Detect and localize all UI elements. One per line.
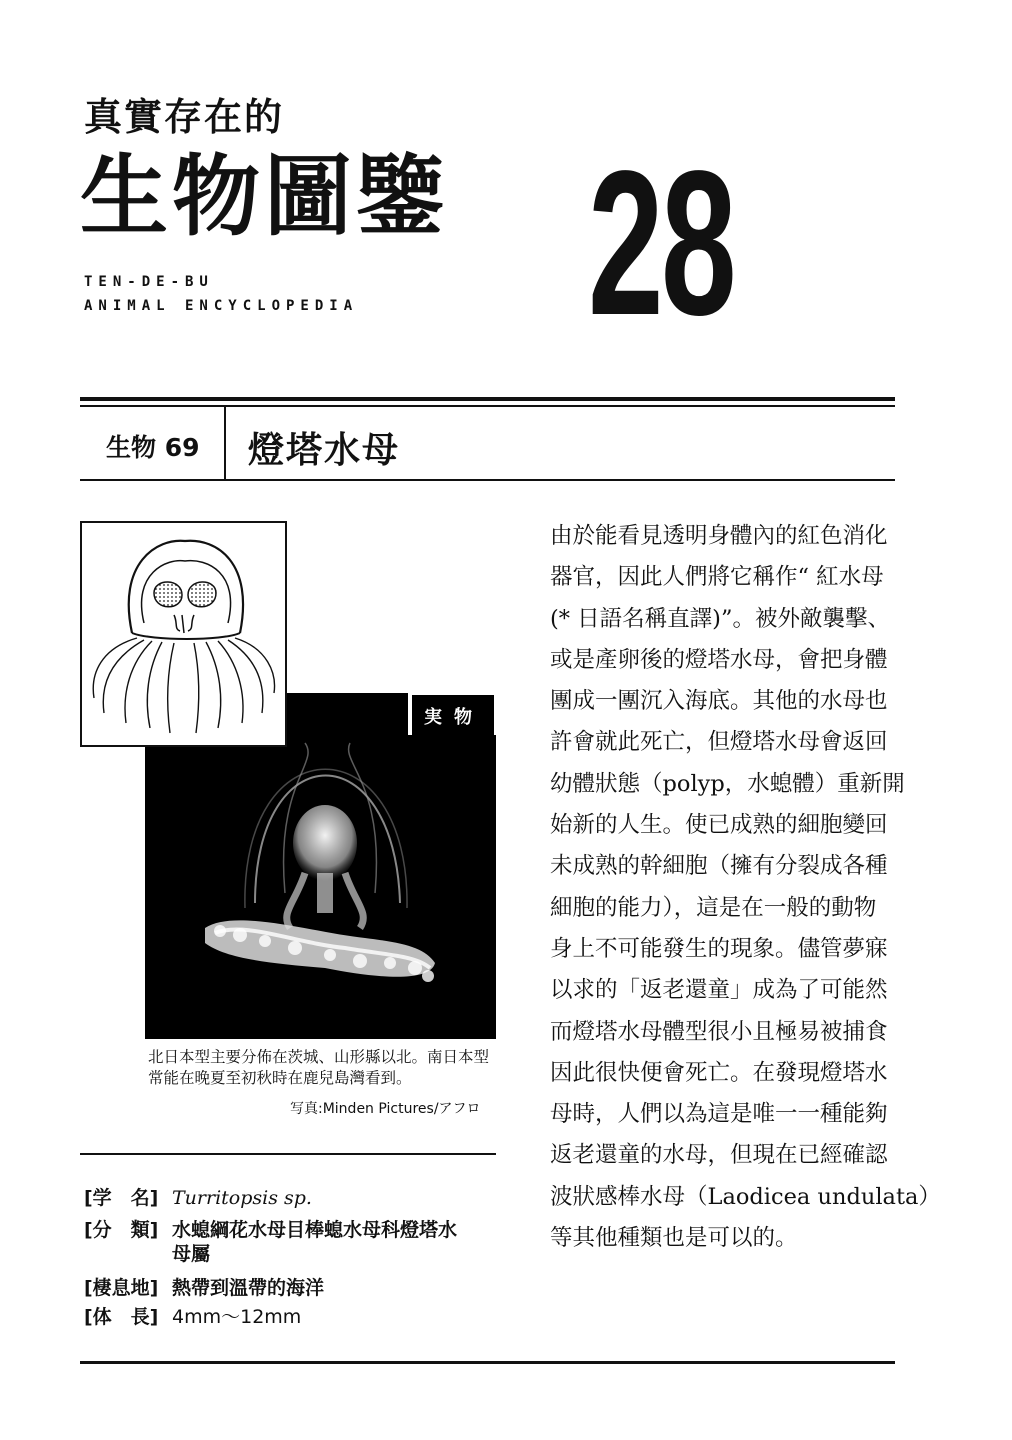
- info-value: 4mm～12mm: [172, 1306, 302, 1328]
- description-line: 而燈塔水母體型很小且極易被捕食: [550, 1018, 888, 1045]
- jellyfish-illustration: [80, 521, 287, 747]
- description-line: 身上不可能發生的現象。儘管夢寐: [550, 935, 888, 962]
- description-line: 細胞的能力），這是在一般的動物: [550, 894, 877, 921]
- description-line: 以求的「返老還童」成為了可能然: [550, 977, 888, 1004]
- description-line: 等其他種類也是可以的。: [550, 1225, 798, 1252]
- photo-credit: 写真:Minden Pictures/アフロ: [290, 1101, 481, 1117]
- photo-label-badge: [408, 693, 496, 735]
- header-rule-thick: [80, 397, 895, 401]
- description-line: 母時，人們以為這是唯一一種能夠: [550, 1101, 888, 1128]
- description-text: [550, 516, 941, 1259]
- description-line: 返老還童的水母，但現在已經確認: [550, 1142, 888, 1169]
- info-row-scientific-name: [84, 1186, 502, 1210]
- info-row-body-length: [84, 1305, 502, 1329]
- info-value: 熱帶到溫帶的海洋: [172, 1277, 325, 1299]
- info-divider: [80, 1153, 496, 1155]
- description-line: 因此很快便會死亡。在發現燈塔水: [550, 1059, 888, 1086]
- title-small: 真實存在的: [84, 95, 285, 139]
- info-key: [棲息地]: [84, 1277, 159, 1299]
- species-name: 燈塔水母: [248, 430, 401, 471]
- species-bar-divider: [224, 407, 226, 480]
- header-rule-thin: [80, 405, 895, 407]
- info-key: [体 長]: [84, 1306, 159, 1328]
- title-main: 生物圖鑒: [80, 144, 449, 248]
- info-key: [分 類]: [84, 1219, 159, 1241]
- jellyfish-icon: [82, 523, 285, 745]
- subtitle-line-1: TEN-DE-BU: [84, 274, 214, 290]
- description-line: 團成一團沉入海底。其他的水母也: [550, 688, 888, 715]
- description-line: 或是產卵後的燈塔水母，會把身體: [550, 646, 888, 673]
- volume-number: 28: [588, 128, 734, 358]
- description-line: 器官，因此人們將它稱作“ 紅水母: [550, 564, 884, 591]
- species-number: 生物 69: [106, 433, 200, 462]
- info-key: [学 名]: [84, 1187, 159, 1209]
- footer-rule: [80, 1361, 895, 1364]
- description-line: 由於能看見透明身體內的紅色消化: [550, 523, 888, 549]
- info-row-habitat: [84, 1276, 502, 1300]
- description-line: 幼體狀態（polyp，水螅體）重新開: [550, 770, 905, 797]
- description-line: 未成熟的幹細胞（擁有分裂成各種: [550, 853, 888, 880]
- subtitle-line-2: ANIMAL ENCYCLOPEDIA: [84, 298, 359, 314]
- photo-caption: 北日本型主要分佈在茨城、山形縣以北。南日本型常能在晚夏至初秋時在鹿兒島灣看到。: [148, 1048, 490, 1087]
- description-line: 波狀感棒水母（Laodicea undulata）: [550, 1183, 941, 1210]
- description-line: 許會就此死亡，但燈塔水母會返回: [550, 729, 888, 756]
- info-row-classification: [84, 1218, 472, 1266]
- info-value: Turritopsis sp.: [172, 1187, 312, 1209]
- info-value: 水螅綱花水母目棒螅水母科燈塔水母屬: [172, 1219, 458, 1265]
- species-bar-bottom-rule: [80, 479, 895, 481]
- photo-label-text: 実物: [412, 695, 494, 735]
- description-line: (* 日語名稱直譯)”。被外敵襲擊、: [550, 605, 890, 632]
- description-line: 始新的人生。使已成熟的細胞變回: [550, 812, 888, 839]
